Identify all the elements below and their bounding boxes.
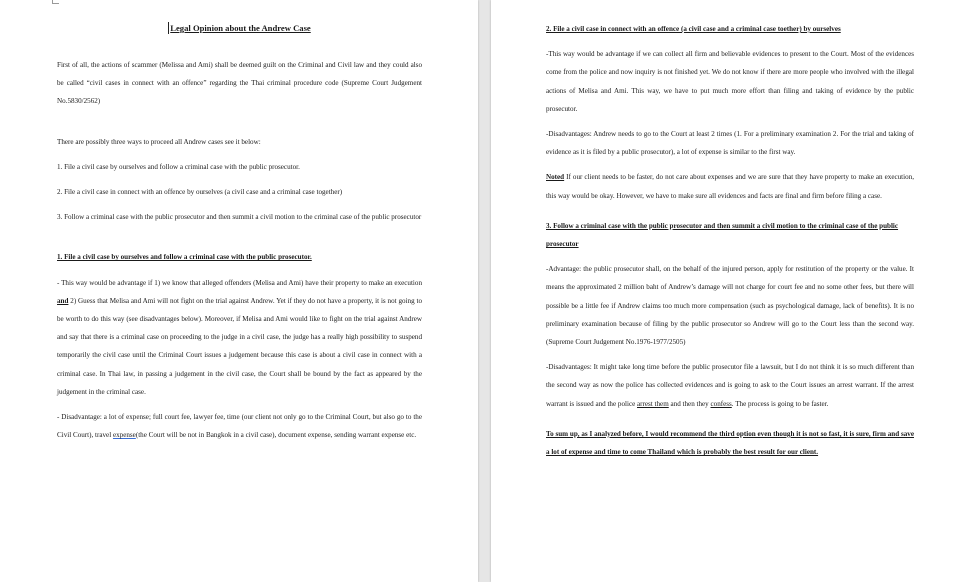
section-2-note	[546, 168, 914, 204]
dis1-spellcheck-word[interactable]: expense	[112, 431, 136, 440]
dis1-text-b: (the Court will be not in Bangkok in a civil case), document expense, sending warrant expense etc.	[135, 431, 417, 440]
section-2-heading: 2. File a civil case in connect with an offence (a civil case and a criminal case toether) by ourselves	[546, 25, 841, 33]
document-page-right	[491, 0, 960, 582]
section-1-disadvantage	[57, 408, 422, 444]
dis3-text-b: and then they	[668, 399, 711, 408]
document-page-left	[0, 0, 478, 582]
document-title	[57, 22, 422, 34]
section-2-disadvantage: -Disadvantages: Andrew needs to go to the Court at least 2 times (1. For a preliminary examination 2. For the trial and taking of evidence as it is filed by a public prosecutor), a lot of expense is similar to the first way.	[546, 130, 914, 157]
dis3-text-c: . The process is going to be faster.	[731, 399, 829, 408]
section-3-disadvantage	[546, 358, 914, 413]
way-1: 1. File a civil case by ourselves and follow a criminal case with the public prosecutor.	[57, 162, 300, 171]
section-3-advantage: -Advantage: the public prosecutor shall, on the behalf of the injured person, apply for restitution of the property or the value. It means the approximated 2 million baht of Andrew’s damage will not charge for court fee and no some other fees, but there will possible be a little fee if Andrew claims too much more compensation (such as psychological damage, lack of benefits). It is no preliminary examination because of filing by the public prosecutor so Andrew will go to the Court less than the second way. (Supreme Court Judgement No.1976-1977/2505)	[546, 265, 914, 347]
dis3-underlined-arrest: arrest them	[637, 399, 669, 408]
dis3-text-a: -Disadvantages: It might take long time before the public prosecutor file a lawsuit, but I do not think it is so much different than the second way as now the police has collected evidences and is going to ask to the Court issues an arrest warrant. If the arrest warrant is issued and the police	[546, 363, 914, 408]
section-2-advantage: -This way would be advantage if we can collect all firm and believable evidences to present to the Court. Most of the evidences come from the police and now inquiry is not finished yet. We do not know if there are more people who involved with the illegal actions of Melisa and Ami. This way, we have to put much more effort than filing and taking of evidence by the public prosecutor.	[546, 50, 914, 113]
dis3-underlined-confess: confess	[710, 399, 732, 408]
adv1-text-a: - This way would be advantage if 1) we know that alleged offenders (Melisa and Ami) have their property to make an execution	[57, 278, 422, 287]
dis1-text-a: - Disadvantage: a lot of expense; full court fee, lawyer fee, time (our client not only go to the Criminal Court, but also go to the Civil Court), travel	[57, 413, 422, 440]
adv1-text-b: 2) Guess that Melisa and Ami will not fight on the trial against Andrew. Yet if they do not have a property, it is not going to be worth to do this way (see disadvantages below). Moreover, if Melisa and Ami would like to fight on the trial against Andrew and say that there is a criminal case on proceeding to the judge in a civil case, the judge has a really high possibility to suspend temporarily the civil case until the Criminal Court issues a judgement because this case is about a civil case in connect with a criminal case. In Thai law, in passing a judgement in the civil case, the Court shall be bound by the fact as appeared by the judgement in the criminal case.	[57, 296, 422, 396]
noted-label: Noted	[546, 173, 565, 182]
intro-paragraph: First of all, the actions of scammer (Melissa and Ami) shall be deemed guilt on the Criminal and Civil law and they could also be called “civil cases in connect with an offence” regarding the Thai criminal procedure code (Supreme Court Judgement No.5830/2562)	[57, 61, 422, 106]
way-2: 2. File a civil case in connect with an offence by ourselves (a civil case and a criminal case together)	[57, 188, 343, 197]
section-1-advantage	[57, 274, 422, 401]
adv1-emphasis-and: and	[57, 296, 69, 305]
page-corner-marker	[52, 0, 59, 4]
section-1-heading: 1. File a civil case by ourselves and follow a criminal case with the public prosecutor.	[57, 253, 312, 262]
section-3-heading: 3. Follow a criminal case with the public prosecutor and then summit a civil motion to the criminal case of the public prosecutor	[546, 221, 899, 249]
way-3: 3. Follow a criminal case with the public prosecutor and then summit a civil motion to the criminal case of the public prosecutor	[57, 213, 422, 222]
document-title-text: Legal Opinion about the Andrew Case	[170, 23, 311, 33]
ways-intro: There are possibly three ways to proceed all Andrew cases see it below:	[57, 137, 261, 146]
noted-text: If our client needs to be faster, do not care about expenses and we are sure that they have property to make an execution, this way would be okay. However, we have to make sure all evidences and facts are final and firm before filing a case.	[546, 173, 914, 200]
conclusion-paragraph: To sum up, as I analyzed before, I would recommend the third option even though it is not so fast, it is sure, firm and save a lot of expense and time to come Thailand which is probably the best result for our client.	[546, 429, 914, 457]
